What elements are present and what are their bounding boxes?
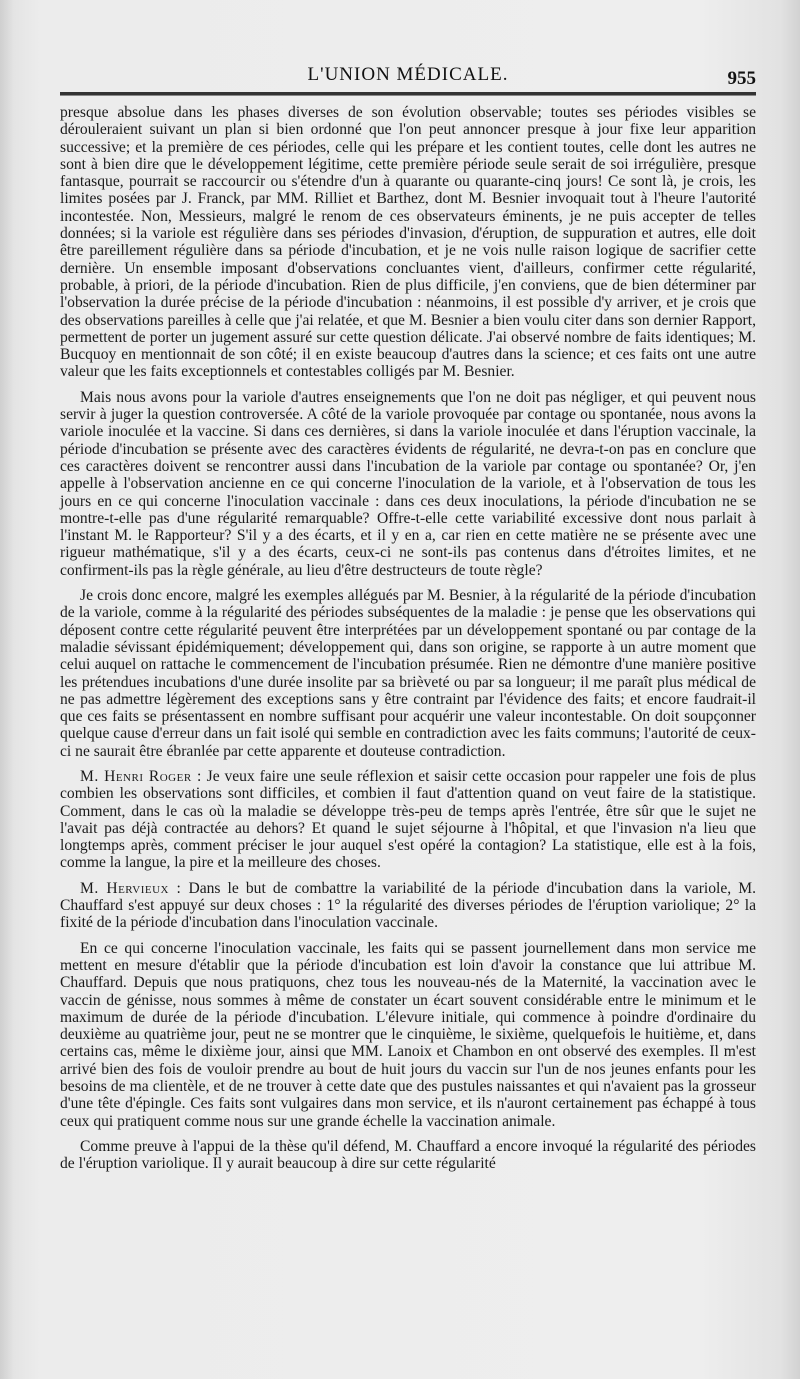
speaker-name: M. Henri Roger : [80, 767, 202, 785]
paragraph [60, 940, 756, 1130]
paragraph-text: Je crois donc encore, malgré les exemples allégués par M. Besnier, à la régularité de la période d'incubation de la variole, comme à la régularité des périodes subséquentes de la maladie : je pense que les observations qui déposent contre cette régularité peuvent être interprétées par un développement spontané ou par contage de la maladie sévissant épidémiquement; développement qui, dans son origine, se rapporte à un autre moment que celui auquel on rattache le commencement de l'incubation présumée. Rien ne démontre d'une manière positive les prétendues incubations d'une durée insolite par sa brièveté ou par sa longueur; il me paraît plus médical de ne pas admettre légèrement des exceptions sans y être contraint par l'évidence des faits; et encore faudrait-il que ces faits se présentassent en nombre suffisant pour acquérir une valeur incontestable. On doit soupçonner quelque cause d'erreur dans un fait isolé qui semble en contradiction avec les faits communs; l'autorité de ceux-ci ne saurait être ébranlée par cette apparente et douteuse contradiction. [60, 587, 756, 760]
paragraph [60, 880, 756, 932]
paragraph-text: Je veux faire une seule réflexion et saisir cette occasion pour rappeler une fois de plus combien les observations sont difficiles, et combien il faut d'attention quand on veut faire de la statistique. Comment, dans le cas où la maladie se développe très-peu de temps après l'entrée, être sûr que le sujet ne l'avait pas déjà contractée au dehors? Et quand le sujet séjourne à l'hôpital, et que l'invasion n'a lieu que longtemps après, comment préciser le jour auquel s'est opéré la contagion? La statistique, elle est à la fois, comme la langue, la pire et la meilleure des choses. [60, 767, 757, 872]
header-rule [60, 92, 756, 96]
paragraph-text: Mais nous avons pour la variole d'autres enseignements que l'on ne doit pas négliger, et qui peuvent nous servir à juger la question controversée. A côté de la variole provoquée par contage ou spontanée, nous avons la variole inoculée et la vaccine. Si dans ces dernières, si dans la variole inoculée et dans l'éruption vaccinale, la période d'incubation se présente avec des caractères évidents de régularité, ne devra-t-on pas en conclure que ces caractères doivent se rencontrer aussi dans l'incubation de la variole par contage ou spontanée? Or, j'en appelle à l'observation ancienne en ce qui concerne l'inoculation de la variole, et à l'observation de tous les jours en ce qui concerne l'inoculation vaccinale : dans ces deux inoculations, la période d'incubation ne se montre-t-elle pas d'une régularité remarquable? Offre-t-elle cette variabilité excessive dont nous parlait à l'instant M. le Rapporteur? S'il y a des écarts, et il y en a, car rien en cette matière ne se présente avec une rigueur mathématique, s'il y a des écarts, ceux-ci ne sont-ils pas contenus dans d'étroites limites, et ne confirment-ils pas la règle générale, au lieu d'être destructeurs de toute règle? [60, 388, 756, 579]
paragraph-text: Dans le but de combattre la variabilité de la période d'incubation dans la variole, M. Chauffard s'est appuyé sur deux choses : 1° la régularité des diverses périodes de l'éruption variolique; 2° la fixité de la période d'incubation dans l'inoculation vaccinale. [60, 879, 756, 932]
page-header [60, 58, 756, 94]
paragraph [60, 768, 756, 872]
article-body [60, 104, 756, 1181]
paragraph [60, 587, 756, 760]
paragraph-text: presque absolue dans les phases diverses de son évolution observable; toutes ses périodes visibles se dérouleraient suivant un plan si bien ordonné que l'on peut annoncer presque à jour fixe leur apparition successive; et la première de ces périodes, celle qui les prépare et les contient toutes, celle dont les autres ne sont à bien dire que le développement légitime, cette première période seule serait de soi irrégulière, presque fantasque, pourrait se raccourcir ou s'étendre d'un à quarante ou quarante-cinq jours! Ce sont là, je crois, les limites posées par J. Franck, par MM. Rilliet et Barthez, dont M. Besnier invoquait tout à l'heure l'autorité incontestée. Non, Messieurs, malgré le renom de ces observateurs éminents, je ne puis accepter de telles données; si la variole est régulière dans ses périodes d'invasion, d'éruption, de suppuration et autres, elle doit être pareillement régulière dans sa période d'incubation, et je ne vois nulle raison logique de sacrifier cette dernière. Un ensemble imposant d'observations concluantes vient, d'ailleurs, confirmer cette régularité, probable, à priori, de la période d'incubation. Rien de plus difficile, j'en conviens, que de bien déterminer par l'observation la durée précise de la période d'incubation : néanmoins, il est possible d'y arriver, et je crois que des observations pareilles à celle que j'ai relatée, et que M. Besnier a bien voulu citer dans son dernier Rapport, permettent de porter un jugement assuré sur cette question délicate. J'ai observé nombre de faits identiques; M. Bucquoy en mentionnait de son côté; il en existe beaucoup d'autres dans la science; et ces faits ont une autre valeur que les faits exceptionnels et contestables colligés par M. Besnier. [60, 104, 756, 381]
paragraph [60, 1138, 756, 1173]
paragraph-text: En ce qui concerne l'inoculation vaccinale, les faits qui se passent journellement dans mon service me mettent en mesure d'établir que la période d'incubation est loin d'avoir la constance que lui attribue M. Chauffard. Depuis que nous pratiquons, chez tous les nouveau-nés de la Maternité, la vaccination avec le vaccin de génisse, nous sommes à même de constater un écart souvent considérable entre le minimum et le maximum de durée de la période d'incubation. L'élevure initiale, qui commence à poindre d'ordinaire du deuxième au quatrième jour, peut ne se montrer que le cinquième, le sixième, quelquefois le huitième, et, dans certains cas, même le dixième jour, ainsi que MM. Lanoix et Chambon en ont observé des exemples. Il m'est arrivé bien des fois de vouloir prendre au bout de huit jours du vaccin sur l'un de nos jeunes enfants pour les besoins de ma clientèle, et de ne trouver à cette date que des pustules naissantes et qui n'avaient pas la grosseur d'une tête d'épingle. Ces faits sont vulgaires dans mon service, et ils n'auront certainement pas échappé à tous ceux qui pratiquent comme nous sur une grande échelle la vaccination animale. [60, 939, 756, 1130]
paragraph-text: Comme preuve à l'appui de la thèse qu'il défend, M. Chauffard a encore invoqué la régularité des périodes de l'éruption variolique. Il y aurait beaucoup à dire sur cette régularité [60, 1137, 756, 1173]
speaker-name: M. Hervieux : [80, 879, 182, 897]
paragraph [60, 104, 756, 381]
running-title: L'UNION MÉDICALE. [307, 64, 509, 85]
paragraph [60, 389, 756, 579]
page-number: 955 [727, 68, 756, 89]
